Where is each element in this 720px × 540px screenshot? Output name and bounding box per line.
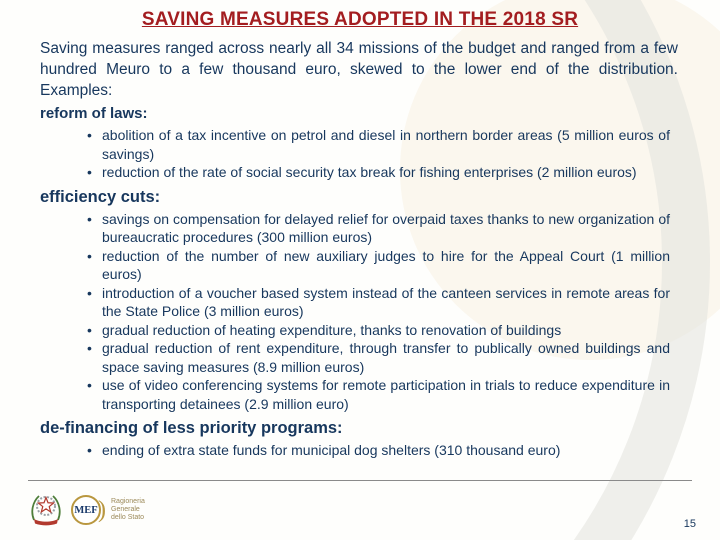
list-item: • gradual reduction of heating expenditure, thanks to renovation of buildings: [86, 321, 670, 340]
mef-logo-caption: Ragioneria Generale dello Stato: [111, 498, 145, 521]
mef-logo-paren: ): [98, 497, 106, 523]
list-item: • reduction of the number of new auxiliary judges to hire for the Appeal Court (1 million euros): [86, 247, 670, 284]
bullet-list-efficiency-cuts: [86, 210, 670, 414]
bullet-list-definancing: [86, 441, 670, 460]
intro-paragraph: Saving measures ranged across nearly all 34 missions of the budget and ranged from a few hundred Meuro to a few thousand euro, skewed to the lower end of the distribution. Examples:: [40, 40, 678, 99]
list-item: • gradual reduction of rent expenditure, through transfer to publically owned buildings and space saving measures (8.9 million euros): [86, 339, 670, 376]
mef-logo: [71, 495, 145, 525]
section-heading-efficiency-cuts: efficiency cuts:: [40, 187, 161, 206]
list-item: • abolition of a tax incentive on petrol and diesel in northern border areas (5 million euros of savings): [86, 126, 670, 163]
bullet-list-reform-of-laws: [86, 126, 670, 182]
list-item: • reduction of the rate of social security tax break for fishing enterprises (2 million euros): [86, 163, 670, 182]
section-heading-reform-of-laws: reform of laws:: [40, 105, 148, 122]
mef-logo-label: MEF: [71, 495, 101, 525]
slide-title: SAVING MEASURES ADOPTED IN THE 2018 SR: [141, 9, 579, 30]
list-item: • use of video conferencing systems for remote participation in trials to reduce expenditure in transporting detainees (2.9 million euro): [86, 376, 670, 413]
list-item: • ending of extra state funds for municipal dog shelters (310 thousand euro): [86, 441, 670, 460]
footer-divider: [28, 480, 692, 481]
section-heading-definancing: de-financing of less priority programs:: [40, 419, 343, 437]
footer-logos: [28, 492, 145, 528]
list-item: • introduction of a voucher based system instead of the canteen services in remote areas for the State Police (3 million euros): [86, 284, 670, 321]
page-number: 15: [683, 518, 696, 530]
italy-emblem-icon: [28, 492, 64, 528]
list-item: • savings on compensation for delayed relief for overpaid taxes thanks to new organization of bureaucratic procedures (300 million euros): [86, 210, 670, 247]
